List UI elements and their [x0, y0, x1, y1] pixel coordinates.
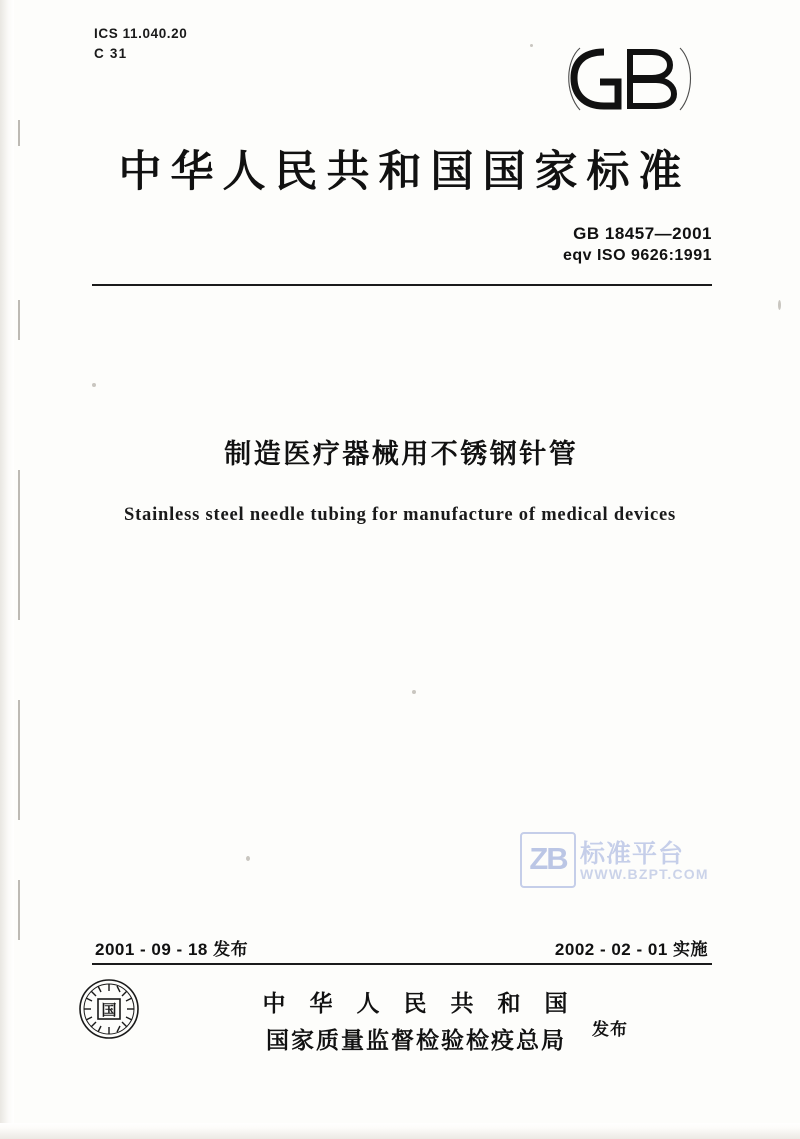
footer-divider	[92, 963, 712, 965]
margin-tick	[18, 300, 20, 340]
scan-speck	[412, 690, 416, 694]
ics-line-1: ICS 11.040.20	[94, 26, 188, 41]
national-standard-title: 中华人民共和国国家标准	[118, 147, 691, 197]
scan-speck	[92, 383, 96, 387]
issuer-line-2: 国家质量监督检验检疫总局	[266, 1028, 566, 1054]
standard-number-block	[563, 224, 712, 265]
margin-tick	[18, 700, 20, 820]
standard-equivalence: eqv ISO 9626:1991	[562, 247, 712, 264]
standard-number: GB 18457—2001	[573, 224, 712, 243]
effective-date: 2002 - 02 - 01 实施	[554, 940, 708, 959]
official-seal-icon	[78, 978, 140, 1040]
svg-text:国: 国	[101, 1001, 117, 1019]
scan-edge-bottom	[0, 1123, 800, 1139]
scan-speck	[530, 44, 533, 47]
issue-date: 2001 - 09 - 18 发布	[95, 940, 249, 959]
scan-speck	[778, 300, 781, 310]
issuer-publish-label: 发布	[592, 1020, 628, 1040]
ics-classification	[94, 24, 187, 63]
margin-tick	[18, 880, 20, 940]
issuer-block	[200, 985, 630, 1055]
watermark-badge-icon: ZB	[520, 832, 576, 888]
watermark	[520, 832, 770, 892]
watermark-name: 标准平台	[580, 839, 685, 868]
watermark-url: WWW.BZPT.COM	[580, 866, 709, 882]
margin-tick	[18, 470, 20, 620]
scan-speck	[246, 856, 250, 861]
document-title-chinese: 制造医疗器械用不锈钢针管	[224, 439, 579, 470]
header-divider	[92, 284, 712, 286]
issuer-line-1: 中 华 人 民 共 和 国	[262, 991, 576, 1017]
document-title-english: Stainless steel needle tubing for manufacture of medical devices	[123, 505, 677, 525]
ics-line-2: C 31	[94, 45, 128, 61]
gb-emblem-icon	[560, 38, 710, 118]
